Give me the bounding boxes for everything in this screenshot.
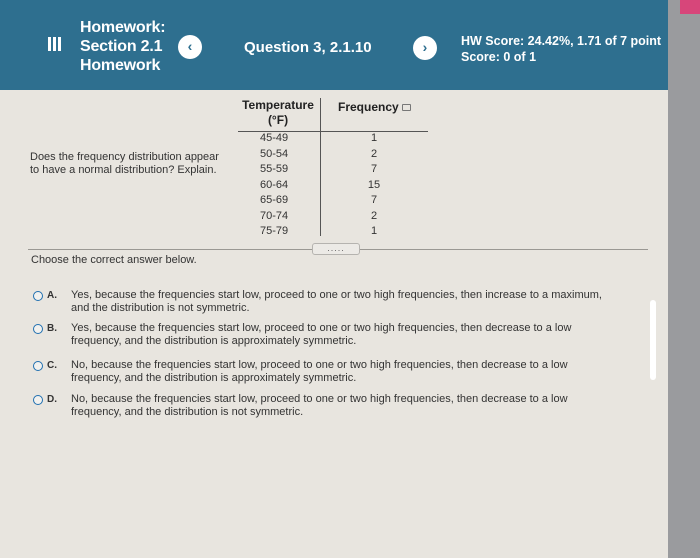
question-label: Question 3, 2.1.10 bbox=[244, 39, 372, 56]
window-edge bbox=[668, 0, 700, 558]
temperature-cell: 65-69 bbox=[260, 194, 289, 206]
hw-score: HW Score: 24.42%, 1.71 of 7 point bbox=[461, 34, 662, 48]
option-text-line: Yes, because the frequencies start low, proceed to one or two high frequencies, then decrease to a low bbox=[71, 322, 572, 334]
option-text bbox=[71, 393, 631, 419]
temperature-column-header bbox=[238, 98, 318, 128]
title-line: Section 2.1 bbox=[80, 38, 163, 55]
frequency-header-label: Frequency bbox=[338, 100, 399, 114]
option-text bbox=[71, 359, 631, 385]
option-letter: D. bbox=[47, 394, 57, 405]
copy-icon[interactable] bbox=[402, 104, 411, 111]
temperature-cell: 60-64 bbox=[260, 178, 289, 191]
option-text-line: frequency, and the distribution is approximately symmetric. bbox=[71, 372, 357, 384]
table-row bbox=[238, 132, 428, 148]
frequency-cell: 1 bbox=[370, 225, 378, 237]
option-letter: B. bbox=[47, 323, 57, 334]
option-text bbox=[71, 289, 631, 315]
chevron-right-icon: › bbox=[422, 39, 428, 55]
radio-button[interactable] bbox=[33, 291, 43, 301]
option-text-line: No, because the frequencies start low, proceed to one or two high frequencies, then decrease to a low bbox=[71, 393, 568, 405]
table-row bbox=[238, 210, 428, 226]
option-text-line: No, because the frequencies start low, proceed to one or two high frequencies, then decrease to a low bbox=[71, 359, 568, 371]
table-row bbox=[238, 179, 428, 195]
option-text-line: Yes, because the frequencies start low, proceed to one or two high frequencies, then increase to a maximum, bbox=[71, 289, 602, 301]
option-letter: A. bbox=[47, 290, 57, 301]
temperature-cell: 55-59 bbox=[260, 163, 289, 175]
menu-icon[interactable] bbox=[48, 37, 62, 51]
option-text bbox=[71, 322, 631, 348]
radio-button[interactable] bbox=[33, 361, 43, 371]
radio-button[interactable] bbox=[33, 324, 43, 334]
question-score: Score: 0 of 1 bbox=[461, 50, 537, 64]
instruction-text: Choose the correct answer below. bbox=[31, 254, 197, 266]
scrollbar-thumb[interactable] bbox=[650, 300, 656, 380]
frequency-cell: 7 bbox=[370, 194, 378, 206]
frequency-cell: 2 bbox=[370, 209, 378, 222]
frequency-cell: 7 bbox=[370, 163, 378, 175]
frequency-cell: 15 bbox=[367, 178, 381, 191]
temperature-unit: (°F) bbox=[267, 113, 289, 127]
frequency-cell: 1 bbox=[370, 132, 378, 144]
table-row bbox=[238, 225, 428, 241]
next-question-button[interactable] bbox=[413, 36, 437, 60]
title-line: Homework bbox=[80, 57, 161, 74]
header-bar bbox=[0, 0, 668, 90]
prompt-line: Does the frequency distribution appear bbox=[30, 151, 219, 163]
table-row bbox=[238, 163, 428, 179]
table-row bbox=[238, 194, 428, 210]
table-row bbox=[238, 148, 428, 164]
chevron-left-icon: ‹ bbox=[187, 38, 193, 54]
temperature-header-line: Temperature bbox=[242, 98, 314, 112]
option-letter: C. bbox=[47, 360, 57, 371]
option-text-line: frequency, and the distribution is approximately symmetric. bbox=[71, 335, 357, 347]
corner-accent bbox=[680, 0, 700, 14]
expand-button[interactable]: ..... bbox=[312, 243, 360, 255]
frequency-cell: 2 bbox=[370, 147, 378, 160]
option-text-line: frequency, and the distribution is not symmetric. bbox=[71, 406, 304, 418]
homework-title bbox=[80, 18, 165, 75]
temperature-cell: 50-54 bbox=[260, 147, 289, 160]
temperature-cell: 70-74 bbox=[260, 209, 289, 222]
question-prompt bbox=[30, 151, 219, 177]
frequency-column-header bbox=[338, 100, 411, 114]
score-block bbox=[461, 33, 661, 65]
radio-button[interactable] bbox=[33, 395, 43, 405]
prompt-line: to have a normal distribution? Explain. bbox=[30, 164, 217, 176]
temperature-cell: 75-79 bbox=[260, 225, 289, 237]
temperature-cell: 45-49 bbox=[260, 132, 289, 144]
previous-question-button[interactable] bbox=[178, 35, 202, 59]
option-text-line: and the distribution is not symmetric. bbox=[71, 302, 250, 314]
title-line: Homework: bbox=[80, 19, 166, 36]
